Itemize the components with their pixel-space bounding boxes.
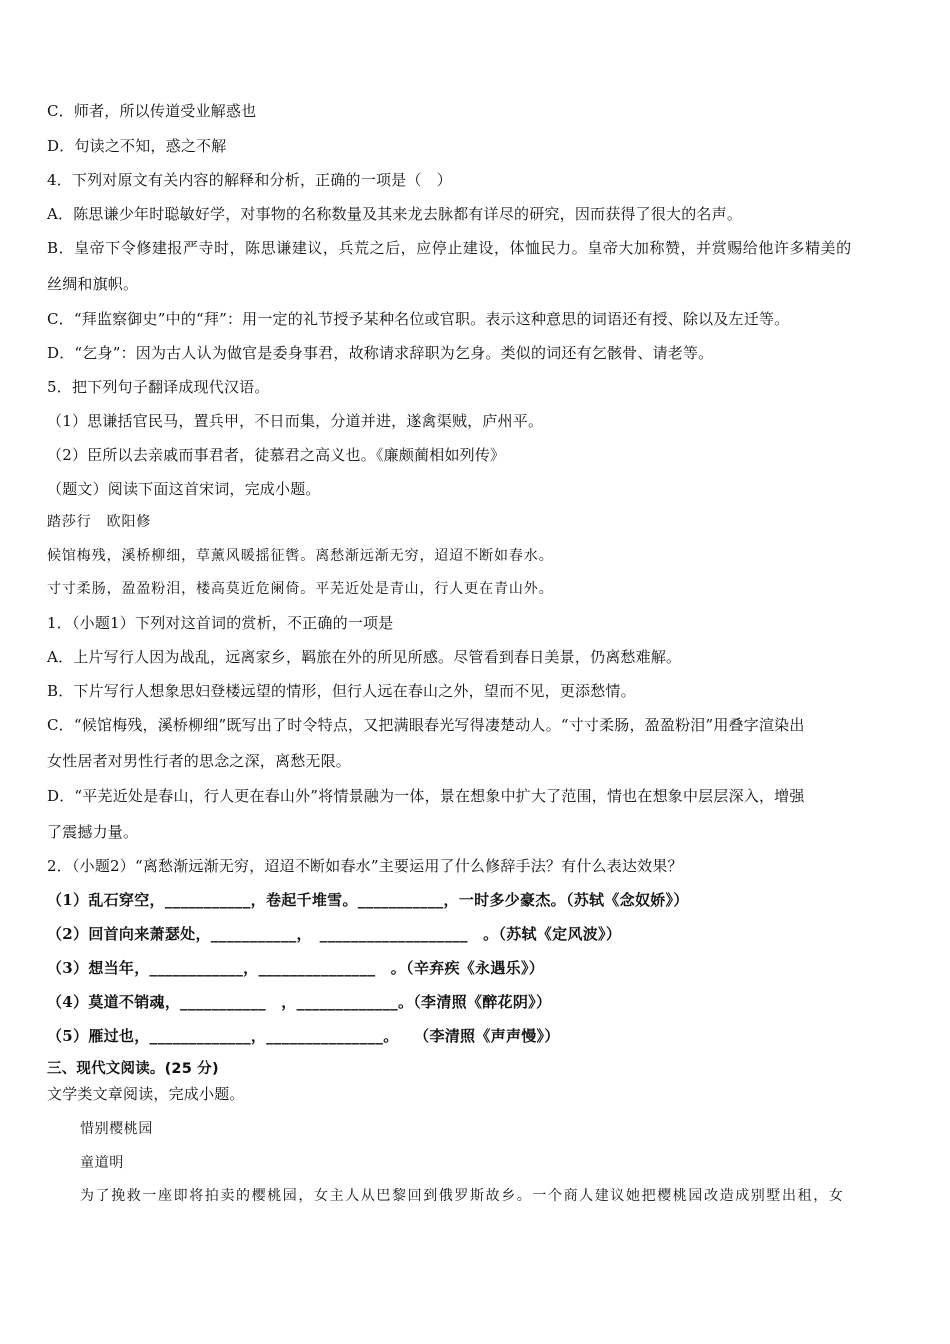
sub-q1-option-d: D．“平芜近处是春山，行人更在春山外”将情景融为一体，景在想象中扩大了范围，情也在想象中层层深入，增强 bbox=[47, 787, 805, 805]
literary-reading-intro: 文学类文章阅读，完成小题。 bbox=[47, 1085, 245, 1103]
fill-blank-1: （1）乱石穿空，___________，卷起千堆雪。___________，一时多少豪杰。（苏轼《念奴娇》） bbox=[47, 891, 689, 909]
article-author: 童道明 bbox=[80, 1155, 124, 1171]
q4-option-b-continued: 丝绸和旗帜。 bbox=[47, 275, 139, 293]
sub-q1-option-b: B．下片写行人想象思妇登楼远望的情形，但行人远在春山之外，望而不见，更添愁情。 bbox=[47, 682, 636, 700]
option-c-line: C．师者，所以传道受业解惑也 bbox=[47, 102, 257, 120]
q4-option-d: D．“乞身”：因为古人认为做官是委身事君，故称请求辞职为乞身。类似的词还有乞骸骨、请老等。 bbox=[47, 344, 714, 362]
fill-blank-5: （5）雁过也，_____________，_______________。 （李清照《声声慢》） bbox=[47, 1027, 560, 1045]
poem-stanza-2: 寸寸柔肠，盈盈粉泪，楼高莫近危阑倚。平芜近处是青山，行人更在青山外。 bbox=[47, 581, 554, 597]
q4-option-b: B．皇帝下令修建报严寺时，陈思谦建议，兵荒之后，应停止建设，体恤民力。皇帝大加称赞，并赏赐给他许多精美的 bbox=[47, 239, 852, 257]
option-d-line: D．句读之不知，惑之不解 bbox=[47, 137, 227, 155]
article-first-paragraph: 为了挽救一座即将拍卖的樱桃园，女主人从巴黎回到俄罗斯故乡。一个商人建议她把樱桃园改造成别墅出租，女 bbox=[80, 1188, 845, 1204]
section-3-heading: 三、现代文阅读。(25 分) bbox=[47, 1061, 219, 1077]
poem-title: 踏莎行 欧阳修 bbox=[47, 514, 152, 530]
poem-reading-intro: （题文）阅读下面这首宋词，完成小题。 bbox=[47, 480, 321, 498]
sub-q1-option-c-continued: 女性居者对男性行者的思念之深，离愁无限。 bbox=[47, 752, 352, 770]
q4-option-a: A．陈思谦少年时聪敏好学，对事物的名称数量及其来龙去脉都有详尽的研究，因而获得了很大的名声。 bbox=[47, 205, 743, 223]
question-5-stem: 5．把下列句子翻译成现代汉语。 bbox=[47, 378, 270, 396]
sub-question-1-stem: 1．（小题1）下列对这首词的赏析，不正确的一项是 bbox=[47, 614, 394, 632]
fill-blank-2: （2）回首向来萧瑟处，___________， ___________________ 。（苏轼《定风波》） bbox=[47, 925, 622, 943]
poem-stanza-1: 候馆梅残，溪桥柳细，草薰风暖摇征辔。离愁渐远渐无穷，迢迢不断如春水。 bbox=[47, 548, 554, 564]
sub-question-2-stem: 2．（小题2）“离愁渐远渐无穷，迢迢不断如春水”主要运用了什么修辞手法？有什么表达效果？ bbox=[47, 857, 683, 875]
q4-option-c: C．“拜监察御史”中的“拜”：用一定的礼节授予某种名位或官职。表示这种意思的词语还有授、除以及左迁等。 bbox=[47, 310, 790, 328]
question-4-stem: 4．下列对原文有关内容的解释和分析，正确的一项是（ ） bbox=[47, 171, 452, 189]
article-title: 惜别樱桃园 bbox=[80, 1121, 153, 1137]
sub-q1-option-a: A．上片写行人因为战乱，远离家乡，羁旅在外的所见所感。尽管看到春日美景，仍离愁难解。 bbox=[47, 648, 682, 666]
q5-sentence-1: （1）思谦括官民马，置兵甲，不日而集，分道并进，遂禽渠贼，庐州平。 bbox=[47, 412, 544, 430]
fill-blank-3: （3）想当年，____________，_______________ 。（辛弃疾《永遇乐》） bbox=[47, 959, 545, 977]
sub-q1-option-c: C．“候馆梅残，溪桥柳细”既写出了时令特点，又把满眼春光写得凄楚动人。“寸寸柔肠，盈盈粉泪”用叠字渲染出 bbox=[47, 716, 805, 734]
sub-q1-option-d-continued: 了震撼力量。 bbox=[47, 823, 139, 841]
fill-blank-4: （4）莫道不销魂，___________ ，_____________。（李清照《醉花阴》） bbox=[47, 993, 552, 1011]
q5-sentence-2: （2）臣所以去亲戚而事君者，徒慕君之高义也。《廉颇蔺相如列传》 bbox=[47, 446, 506, 464]
